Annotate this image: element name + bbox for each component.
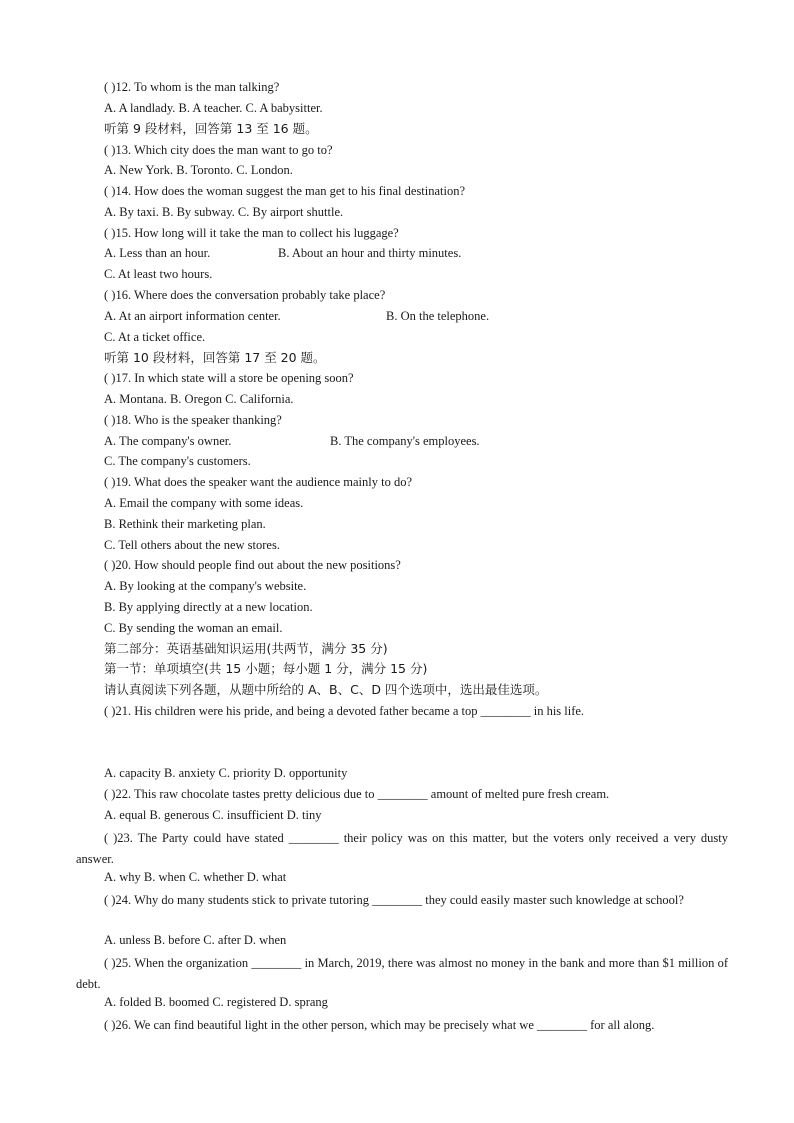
question-19-option-b: B. Rethink their marketing plan. [104,517,266,531]
question-16: ( )16. Where does the conversation probably take place? [104,288,386,302]
part-two-heading: 第二部分：英语基础知识运用(共两节，满分 35 分) [104,641,388,656]
question-12: ( )12. To whom is the man talking? [104,80,280,94]
question-20-option-c: C. By sending the woman an email. [104,621,283,635]
question-19: ( )19. What does the speaker want the audience mainly to do? [104,475,412,489]
question-23-options: A. why B. when C. whether D. what [104,870,287,884]
section-one-heading: 第一节：单项填空(共 15 小题；每小题 1 分，满分 15 分) [104,661,428,676]
question-15: ( )15. How long will it take the man to collect his luggage? [104,226,399,240]
question-20: ( )20. How should people find out about the new positions? [104,558,401,572]
question-15-options-ab [104,245,728,261]
question-19-option-c: C. Tell others about the new stores. [104,538,280,552]
question-16-options-ab [104,308,728,324]
option-a: A. Less than an hour. [104,246,211,260]
question-18-option-c: C. The company's customers. [104,454,251,468]
question-13: ( )13. Which city does the man want to go to? [104,143,333,157]
question-17: ( )17. In which state will a store be opening soon? [104,371,354,385]
question-14-options: A. By taxi. B. By subway. C. By airport shuttle. [104,205,344,219]
question-22-options: A. equal B. generous C. insufficient D. tiny [104,808,322,822]
option-b: B. The company's employees. [330,434,480,448]
question-13-options: A. New York. B. Toronto. C. London. [104,163,293,177]
question-26: ( )26. We can find beautiful light in the other person, which may be precisely what we ________ for all along. [104,1018,655,1032]
section-instruction-9: 听第 9 段材料，回答第 13 至 16 题。 [104,121,318,136]
question-25-options: A. folded B. boomed C. registered D. sprang [104,995,328,1009]
section-instruction-10: 听第 10 段材料，回答第 17 至 20 题。 [104,350,326,365]
option-b: B. On the telephone. [386,309,490,323]
question-21-options: A. capacity B. anxiety C. priority D. opportunity [104,766,348,780]
question-15-option-c: C. At least two hours. [104,267,213,281]
option-a: A. At an airport information center. [104,309,281,323]
question-25: ( )25. When the organization ________ in March, 2019, there was almost no money in the bank and more than $1 million of debt. [76,956,728,991]
question-22: ( )22. This raw chocolate tastes pretty delicious due to ________ amount of melted pure fresh cream. [104,787,610,801]
question-24-options: A. unless B. before C. after D. when [104,933,287,947]
question-16-option-c: C. At a ticket office. [104,330,206,344]
question-18-options-ab [104,433,728,449]
question-14: ( )14. How does the woman suggest the man get to his final destination? [104,184,466,198]
option-a: A. The company's owner. [104,434,232,448]
question-19-option-a: A. Email the company with some ideas. [104,496,304,510]
question-18: ( )18. Who is the speaker thanking? [104,413,282,427]
section-one-instructions: 请认真阅读下列各题，从题中所给的 A、B、C、D 四个选项中，选出最佳选项。 [104,682,548,697]
question-12-options: A. A landlady. B. A teacher. C. A babysitter. [104,101,323,115]
question-17-options: A. Montana. B. Oregon C. California. [104,392,294,406]
option-b: B. About an hour and thirty minutes. [278,246,462,260]
question-20-option-b: B. By applying directly at a new location. [104,600,313,614]
question-24: ( )24. Why do many students stick to private tutoring ________ they could easily master such knowledge at school? [104,893,684,907]
question-20-option-a: A. By looking at the company's website. [104,579,307,593]
question-23: ( )23. The Party could have stated ________ their policy was on this matter, but the voters only received a very dusty answer. [76,831,728,866]
question-21: ( )21. His children were his pride, and being a devoted father became a top ________ in his life. [104,704,585,718]
